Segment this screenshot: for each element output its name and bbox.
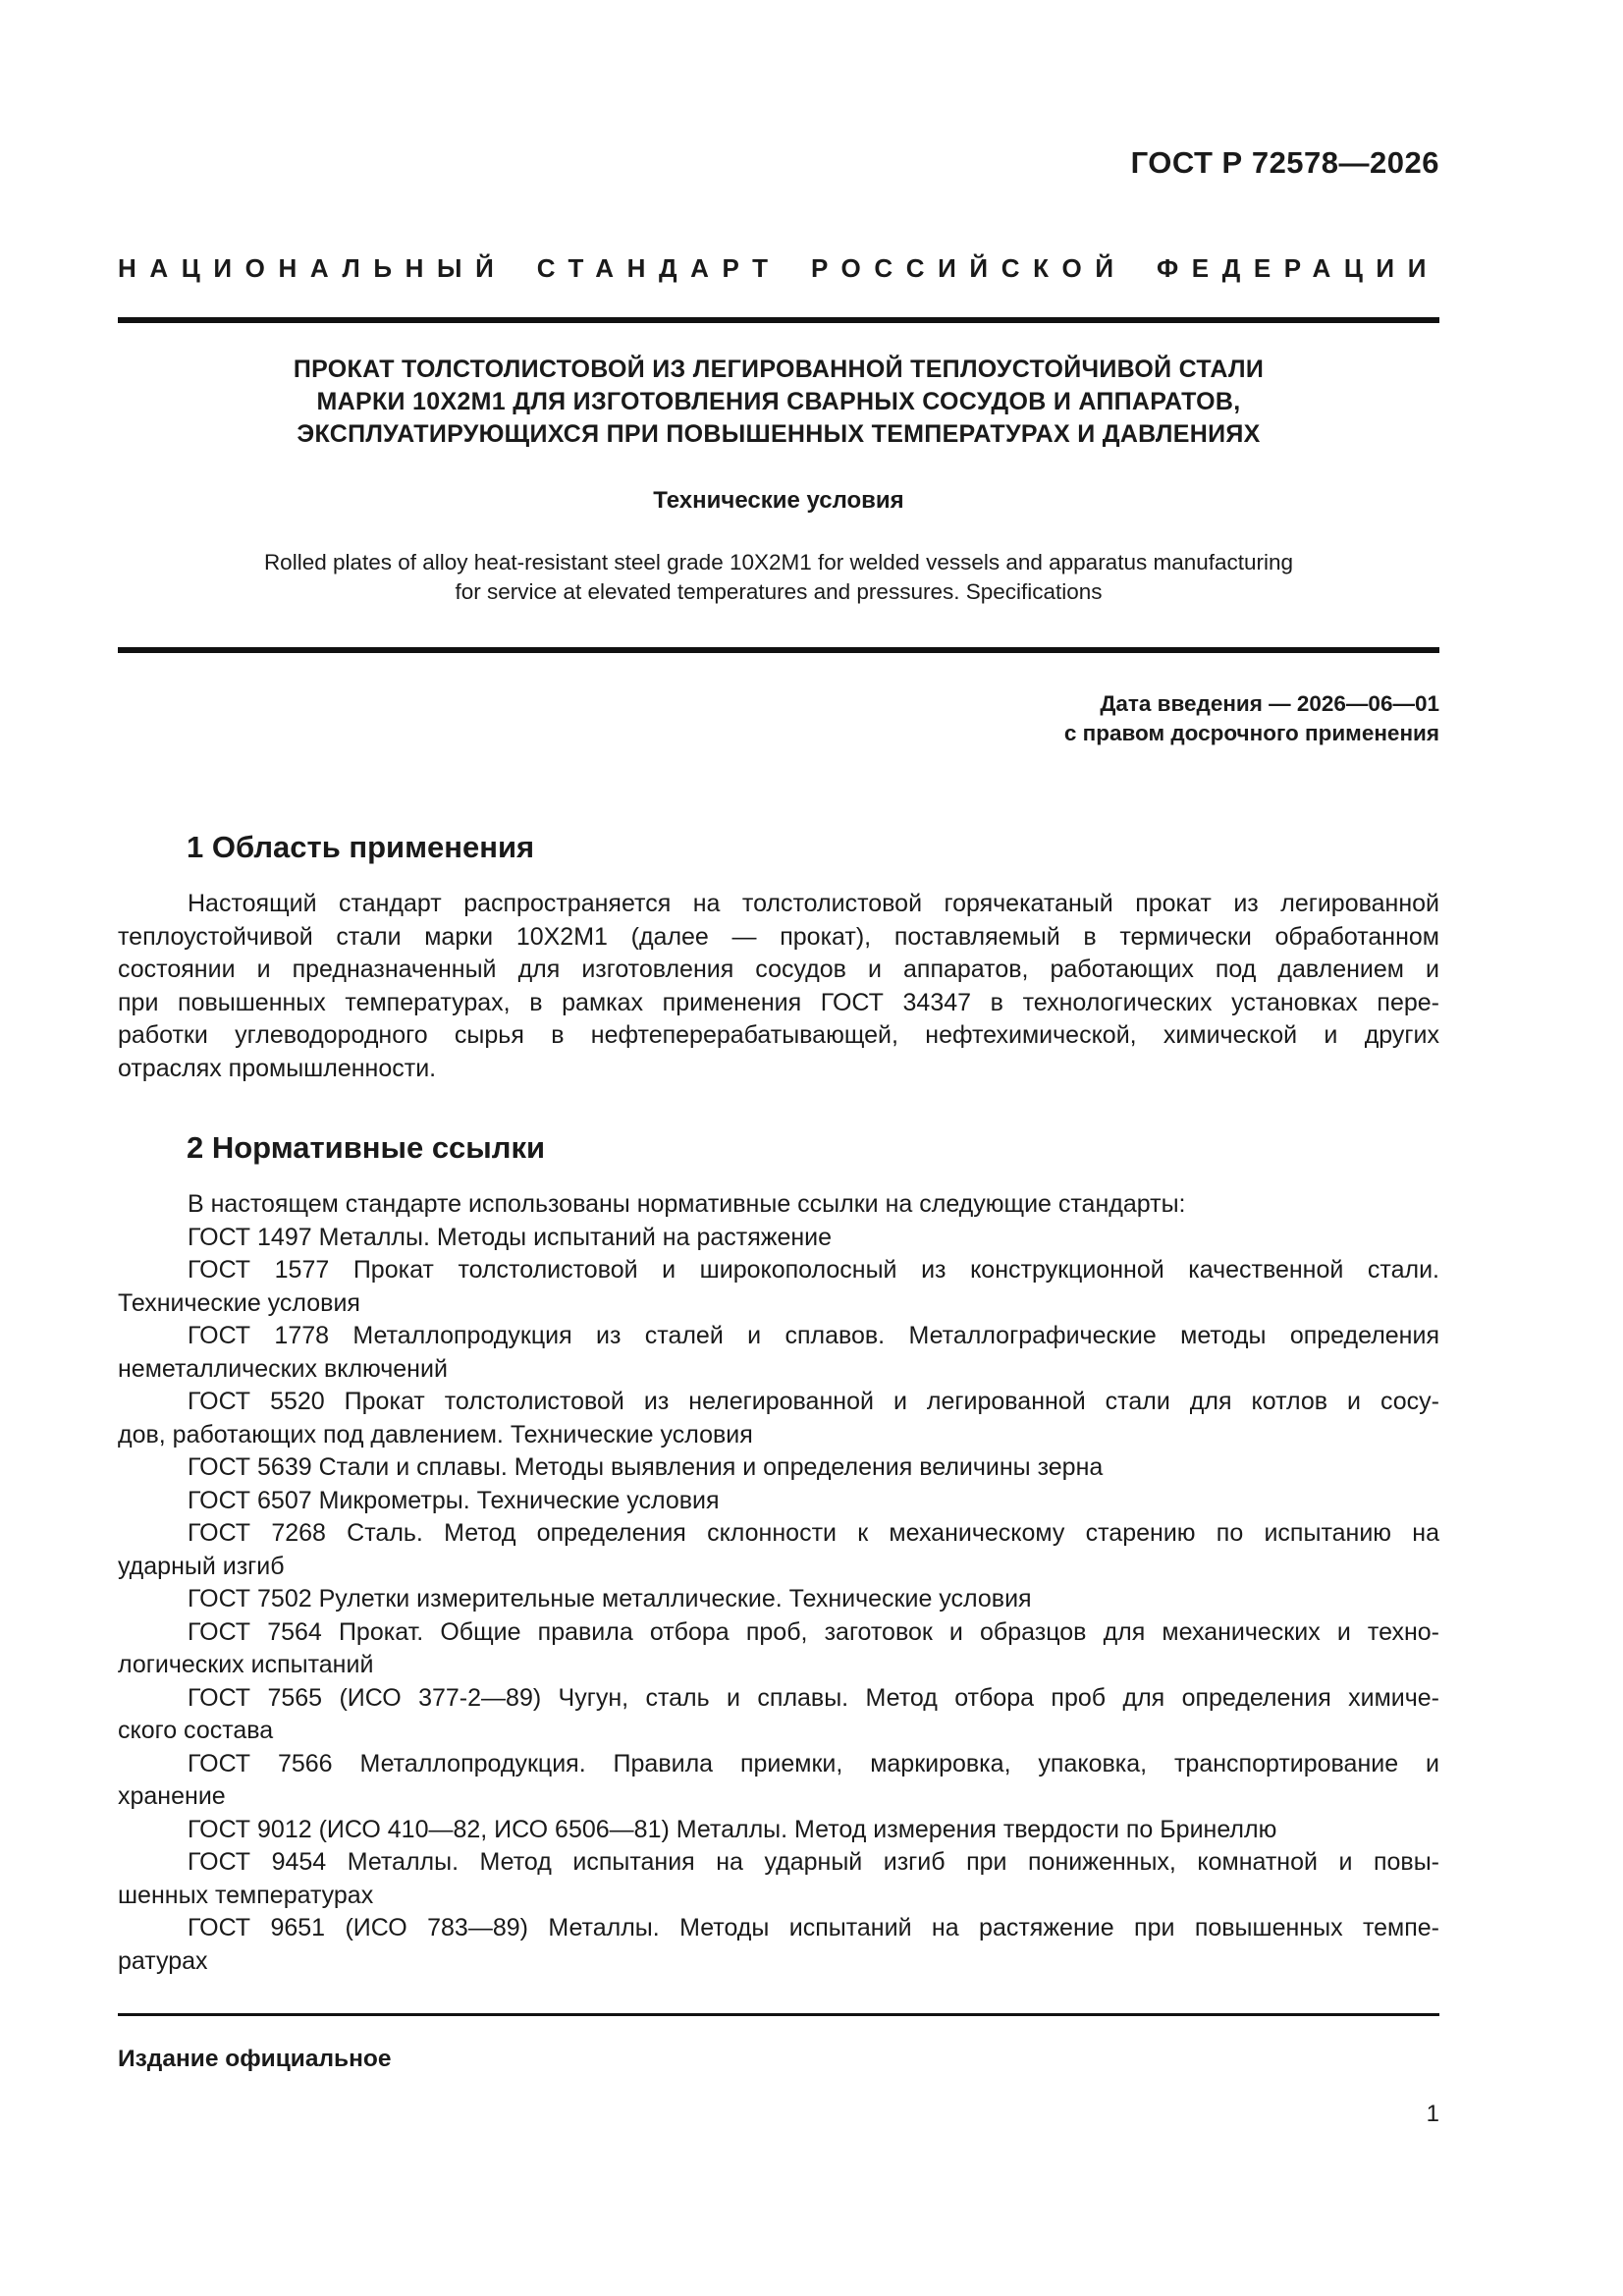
early-use-note: с правом досрочного применения: [1063, 721, 1439, 745]
english-title-line: Rolled plates of alloy heat-resistant steel grade 10X2M1 for welded vessels and apparatus manufacturing: [263, 550, 1294, 574]
reference-item: [118, 1451, 1439, 1485]
paragraph-line: при повышенных температурах, в рамках применения ГОСТ 34347 в технологических установках пере-: [118, 988, 1439, 1016]
official-edition-label: Издание официальное: [118, 2046, 392, 2072]
reference-line: ратурах: [118, 1946, 208, 1975]
reference-line: неметаллических включений: [118, 1354, 448, 1383]
reference-line: шенных температурах: [118, 1881, 374, 1909]
scope-paragraph: [118, 888, 1439, 1085]
paragraph-line: теплоустойчивой стали марки 10Х2М1 (далее — прокат), поставляемый в термически обработанном: [118, 922, 1439, 951]
reference-line: дов, работающих под давлением. Технические условия: [118, 1420, 753, 1449]
paragraph-line: состоянии и предназначенный для изготовления сосудов и аппаратов, работающих под давлением и: [118, 956, 1439, 983]
reference-line: Технические условия: [118, 1288, 360, 1317]
introduction-date: Дата введения — 2026—06—01: [1100, 691, 1439, 716]
reference-line: ГОСТ 1778 Металлопродукция из сталей и сплавов. Металлографические методы определения: [188, 1322, 1439, 1349]
reference-line: ГОСТ 7268 Сталь. Метод определения склонности к механическому старению по испытанию на: [188, 1519, 1439, 1547]
paragraph-line: работки углеводородного сырья в нефтеперерабатывающей, нефтехимической, химической и других: [118, 1021, 1439, 1049]
title-line: ЭКСПЛУАТИРУЮЩИХСЯ ПРИ ПОВЫШЕННЫХ ТЕМПЕРАТУРАХ И ДАВЛЕНИЯХ: [297, 420, 1261, 448]
title-line: ПРОКАТ ТОЛСТОЛИСТОВОЙ ИЗ ЛЕГИРОВАННОЙ ТЕПЛОУСТОЙЧИВОЙ СТАЛИ: [293, 355, 1265, 383]
reference-line: ГОСТ 9454 Металлы. Метод испытания на ударный изгиб при пониженных, комнатной и повы-: [188, 1848, 1439, 1876]
section-heading-references: 2 Нормативные ссылки: [187, 1130, 546, 1165]
reference-line: логических испытаний: [118, 1651, 374, 1678]
reference-line: ударный изгиб: [118, 1552, 285, 1580]
reference-line: ского состава: [118, 1717, 274, 1744]
reference-line: ГОСТ 1577 Прокат толстолистовой и широкополосный из конструкционной качественной стали.: [188, 1256, 1439, 1284]
reference-item: [118, 1485, 1439, 1518]
section-heading-scope: 1 Область применения: [187, 830, 535, 864]
reference-line: ГОСТ 7566 Металлопродукция. Правила приемки, маркировка, упаковка, транспортирование и: [188, 1749, 1439, 1777]
normative-references: [118, 1188, 1439, 1978]
reference-item: [118, 1386, 1439, 1451]
top-divider: [118, 317, 1439, 323]
reference-line: ГОСТ 9012 (ИСО 410—82, ИСО 6506—81) Металлы. Метод измерения твердости по Бринеллю: [188, 1815, 1277, 1843]
reference-item: [118, 1517, 1439, 1583]
paragraph-line: отраслях промышленности.: [118, 1054, 437, 1082]
reference-item: [118, 1682, 1439, 1748]
reference-line: хранение: [118, 1782, 226, 1810]
reference-item: [118, 1254, 1439, 1320]
title-line: МАРКИ 10Х2М1 ДЛЯ ИЗГОТОВЛЕНИЯ СВАРНЫХ СОСУДОВ И АППАРАТОВ,: [316, 388, 1241, 415]
reference-line: ГОСТ 6507 Микрометры. Технические условия: [188, 1486, 720, 1514]
footer-divider: [118, 2013, 1439, 2016]
reference-item: [118, 1846, 1439, 1912]
document-title: [118, 354, 1439, 451]
reference-item: [118, 1814, 1439, 1847]
reference-item: [118, 1320, 1439, 1386]
title-divider: [118, 647, 1439, 653]
reference-item: [118, 1583, 1439, 1616]
reference-item: [118, 1912, 1439, 1978]
reference-line: ГОСТ 5520 Прокат толстолистовой из нелегированной и легированной стали для котлов и сосу-: [188, 1388, 1439, 1415]
reference-item: [118, 1616, 1439, 1682]
reference-item: [118, 1748, 1439, 1814]
reference-line: ГОСТ 1497 Металлы. Методы испытаний на растяжение: [188, 1223, 833, 1251]
standard-number: ГОСТ Р 72578—2026: [1130, 145, 1439, 180]
reference-item: [118, 1222, 1439, 1255]
reference-line: ГОСТ 7565 (ИСО 377-2—89) Чугун, сталь и сплавы. Метод отбора проб для определения химиче-: [188, 1683, 1439, 1712]
english-title: [118, 548, 1439, 607]
reference-line: ГОСТ 7502 Рулетки измерительные металлические. Технические условия: [188, 1585, 1032, 1613]
reference-line: ГОСТ 7564 Прокат. Общие правила отбора проб, заготовок и образцов для механических и техно-: [188, 1617, 1439, 1646]
national-standard-label: НАЦИОНАЛЬНЫЙ СТАНДАРТ РОССИЙСКОЙ ФЕДЕРАЦИИ: [118, 253, 1439, 283]
reference-line: ГОСТ 5639 Стали и сплавы. Методы выявления и определения величины зерна: [188, 1453, 1104, 1481]
reference-line: ГОСТ 9651 (ИСО 783—89) Металлы. Методы испытаний на растяжение при повышенных темпе-: [188, 1914, 1439, 1941]
introduction-date-block: [1064, 689, 1439, 748]
english-title-line: for service at elevated temperatures and pressures. Specifications: [455, 579, 1103, 604]
document-subtitle: Технические условия: [653, 487, 904, 514]
references-intro: В настоящем стандарте использованы нормативные ссылки на следующие стандарты:: [188, 1190, 1186, 1218]
page-number: 1: [1426, 2101, 1439, 2127]
paragraph-line: Настоящий стандарт распространяется на толстолистовой горячекатаный прокат из легированной: [188, 890, 1439, 917]
